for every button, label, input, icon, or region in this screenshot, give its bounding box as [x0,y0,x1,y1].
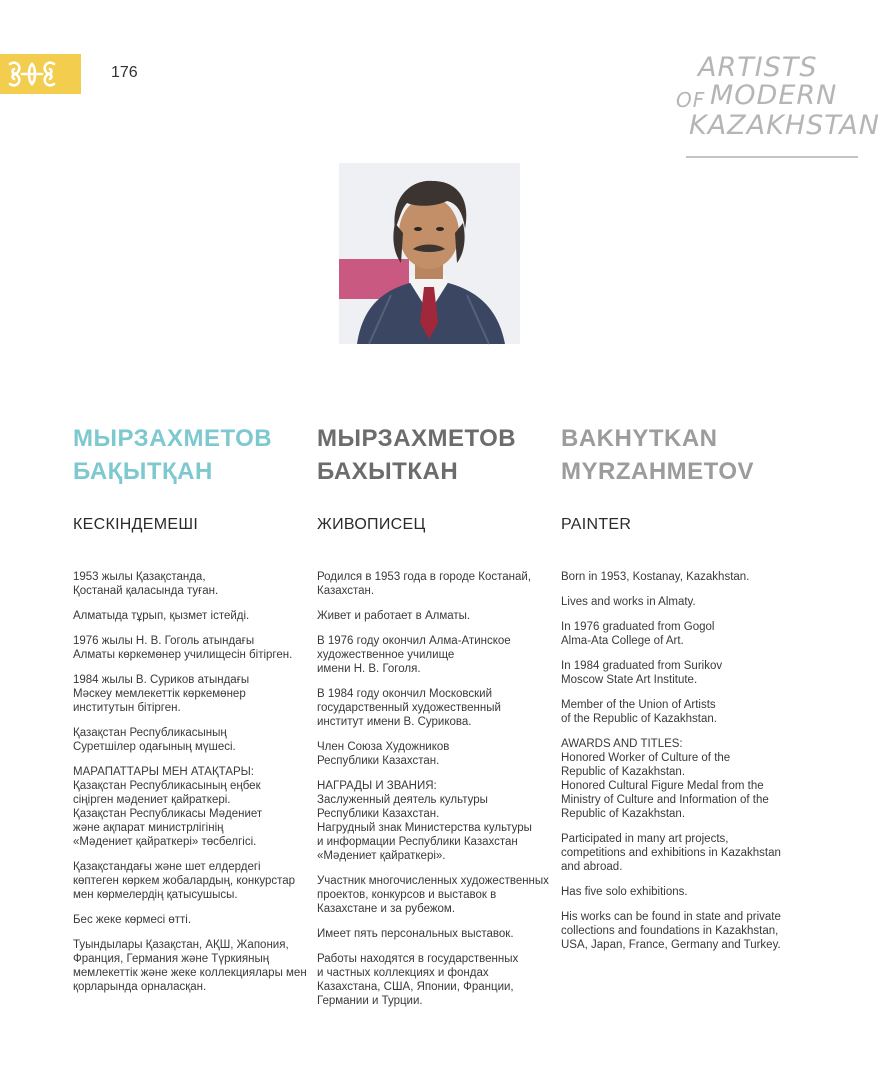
artist-role-russian: ЖИВОПИСЕЦ [317,516,426,533]
bio-paragraph: Живет и работает в Алматы. [317,610,471,622]
bio-paragraph: Имеет пять персональных выставок. [317,928,514,940]
name-line-1: BAKHYTKAN [561,425,718,452]
name-line-1: МЫРЗАХМЕТОВ [317,425,517,452]
column-english [561,422,801,951]
brand-line-of: OF [676,88,706,112]
portrait-illustration [339,163,520,344]
bio-paragraph: Участник многочисленных художественных проектов, конкурсов и выставок в Казахстане и за рубежом. [317,875,549,915]
bio-paragraph: Lives and works in Almaty. [561,596,696,608]
bio-paragraph: In 1984 graduated from Surikov Moscow State Art Institute. [561,660,723,686]
page-number: 176 [111,64,138,81]
bio-paragraph: Born in 1953, Kostanay, Kazakhstan. [561,571,750,583]
artist-role-kazakh: КЕСКІНДЕМЕШІ [73,516,199,533]
brand-logo [672,52,880,162]
brand-line-modern: MODERN [710,80,838,111]
brand-rule [686,156,858,158]
bio-kazakh [73,570,313,1005]
bio-paragraph: Алматыда тұрып, қызмет істейді. [73,610,250,622]
bio-paragraph: Родился в 1953 года в городе Костанай, Казахстан. [317,571,532,597]
bio-paragraph: МАРАПАТТАРЫ МЕН АТАҚТАРЫ: Қазақстан Республикасының еңбек сіңірген мәдениет қайраткері. Қазақстан Республикасы Мәдениет және ақпарат министрлігінің «Мәдениет қайраткері» төсбелгісі. [73,766,263,848]
bio-paragraph: Член Союза Художников Республики Казахстан. [317,741,450,767]
name-line-1: МЫРЗАХМЕТОВ [73,425,273,452]
bio-paragraph: His works can be found in state and private collections and foundations in Kazakhstan, USA, Japan, France, Germany and Turkey. [561,911,781,951]
bio-paragraph: In 1976 graduated from Gogol Alma-Ata College of Art. [561,621,715,647]
bio-paragraph: Туындылары Қазақстан, АҚШ, Жапония, Франция, Германия және Түркияның мемлекеттік және жеке коллекциялары мен қорларында орналасқан. [73,939,307,993]
artist-name-russian [317,422,557,488]
kazakh-ornament-icon [6,58,58,90]
artist-name-kazakh [73,422,313,488]
artist-role-english: PAINTER [561,516,632,533]
bio-paragraph: 1976 жылы Н. В. Гоголь атындағы Алматы көркемөнер училищесін бітірген. [73,635,293,661]
bio-paragraph: Participated in many art projects, competitions and exhibitions in Kazakhstan and abroad. [561,833,781,873]
artist-name-english [561,422,801,488]
name-line-2: MYRZAHMETOV [561,458,755,485]
brand-line-artists: ARTISTS [698,52,818,83]
column-kazakh [73,422,313,993]
artist-portrait [339,163,520,344]
name-line-2: БАҚЫТҚАН [73,458,213,485]
bio-paragraph: В 1984 году окончил Московский государственный художественный институт имени В. Сурикова. [317,688,501,728]
bio-paragraph: Has five solo exhibitions. [561,886,688,898]
bio-paragraph: Работы находятся в государственных и частных коллекциях и фондах Казахстана, США, Японии, Франции, Германии и Турции. [317,953,519,1007]
bio-paragraph: Қазақстандағы және шет елдердегі көптеген көркем жобалардың, конкурстар мен көрмелердің қатысушысы. [73,861,296,901]
bio-english [561,570,801,963]
bio-paragraph: 1953 жылы Қазақстанда, Қостанай қаласында туған. [73,571,219,597]
bio-paragraph: 1984 жылы В. Суриков атындағы Мәскеу мемлекеттік көркемөнер институтын бітірген. [73,674,250,714]
bio-paragraph: Қазақстан Республикасының Суретшілер одағының мүшесі. [73,727,236,753]
bio-paragraph: AWARDS AND TITLES: Honored Worker of Culture of the Republic of Kazakhstan. Honored Cultural Figure Medal from the Ministry of Culture and Information of the Republic of Kazakhstan. [561,738,769,820]
brand-line-kazakhstan: KAZAKHSTAN [689,110,880,141]
name-line-2: БАХЫТКАН [317,458,459,485]
column-russian [317,422,557,1007]
bio-paragraph: Бес жеке көрмесі өтті. [73,914,192,926]
bio-paragraph: В 1976 году окончил Алма-Атинское художественное училище имени Н. В. Гоголя. [317,635,511,675]
ornament-tab [0,54,81,94]
bio-russian [317,570,557,1019]
bio-paragraph: Member of the Union of Artists of the Republic of Kazakhstan. [561,699,717,725]
bio-paragraph: НАГРАДЫ И ЗВАНИЯ: Заслуженный деятель культуры Республики Казахстан. Нагрудный знак Министерства культуры и информации Республики Казахстан «Мәдениет қайраткері». [317,780,532,862]
